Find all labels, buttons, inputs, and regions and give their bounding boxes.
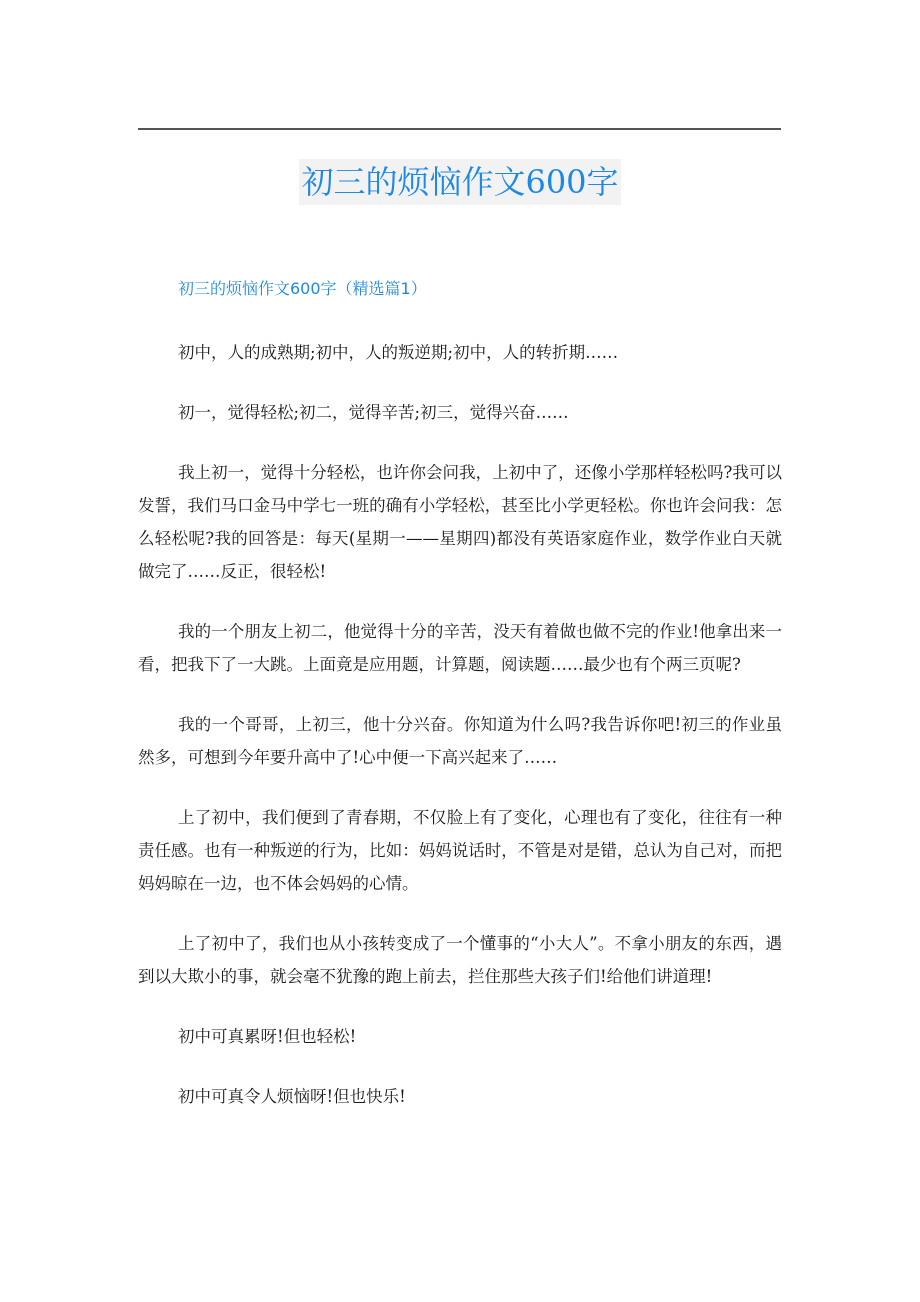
- title-container: [0, 159, 920, 205]
- header-rule: [138, 128, 781, 130]
- page-title: 初三的烦恼作文600字: [299, 159, 620, 205]
- paragraph: 初中，人的成熟期;初中，人的叛逆期;初中，人的转折期……: [178, 343, 619, 362]
- paragraph: 上了初中了，我们也从小孩转变成了一个懂事的“小大人”。不拿小朋友的东西，遇到以大欺小的事，就会毫不犹豫的跑上前去，拦住那些大孩子们!给他们讲道理!: [138, 934, 782, 986]
- paragraph: 初中可真累呀!但也轻松!: [178, 1027, 357, 1046]
- paragraph: 我上初一，觉得十分轻松，也许你会问我，上初中了，还像小学那样轻松吗?我可以发誓，我们马口金马中学七一班的确有小学轻松，甚至比小学更轻松。你也许会问我：怎么轻松呢?我的回答是：每天(星期一——星期四)都没有英语家庭作业，数学作业白天就做完了……反正，很轻松!: [138, 463, 782, 581]
- paragraph: 上了初中，我们便到了青春期，不仅脸上有了变化，心理也有了变化，往往有一种责任感。也有一种叛逆的行为，比如：妈妈说话时，不管是对是错，总认为自己对，而把妈妈晾在一边，也不体会妈妈的心情。: [138, 808, 782, 893]
- paragraph: 我的一个哥哥，上初三，他十分兴奋。你知道为什么吗?我告诉你吧!初三的作业虽然多，可想到今年要升高中了!心中便一下高兴起来了……: [138, 715, 782, 767]
- paragraph: 初一，觉得轻松;初二，觉得辛苦;初三，觉得兴奋……: [178, 403, 569, 422]
- paragraph: 我的一个朋友上初二，他觉得十分的辛苦，没天有着做也做不完的作业!他拿出来一看，把我下了一大跳。上面竟是应用题，计算题，阅读题……最少也有个两三页呢?: [138, 622, 782, 674]
- section-heading: 初三的烦恼作文600字（精选篇1）: [178, 279, 427, 298]
- article-body: [138, 276, 782, 1140]
- paragraph: 初中可真令人烦恼呀!但也快乐!: [178, 1087, 406, 1106]
